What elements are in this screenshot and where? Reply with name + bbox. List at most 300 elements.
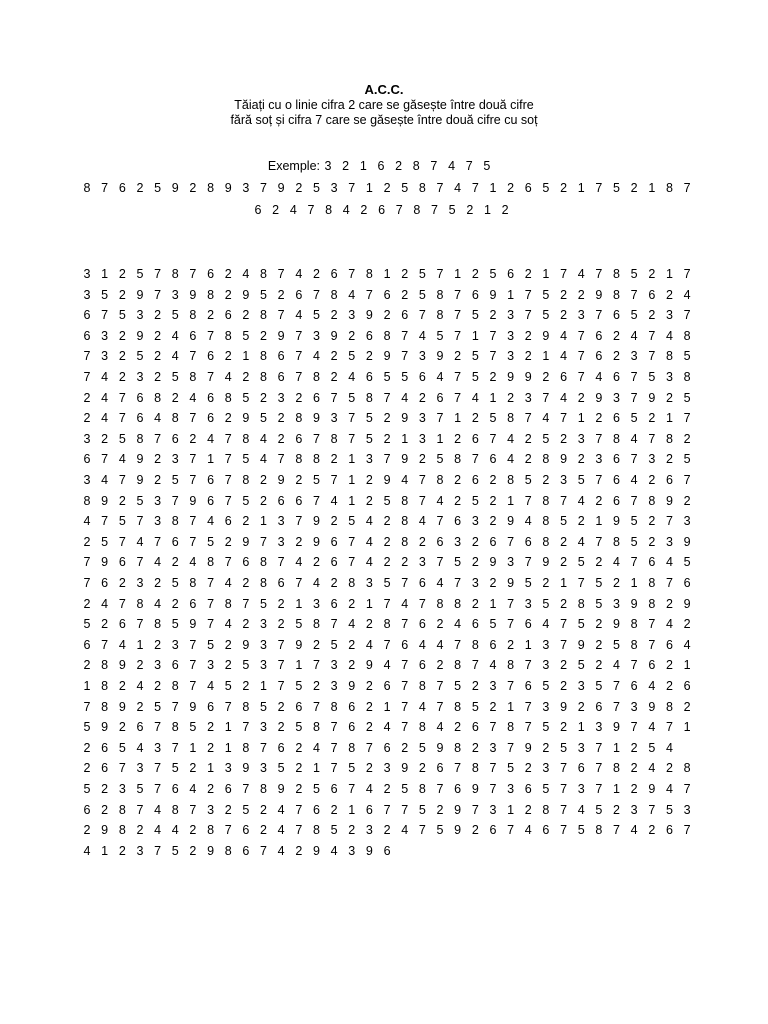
digit[interactable]: 6 bbox=[330, 534, 338, 549]
digit[interactable]: 6 bbox=[648, 658, 656, 673]
digit[interactable]: 7 bbox=[560, 617, 568, 632]
digit[interactable]: 6 bbox=[365, 328, 373, 343]
digit[interactable]: 1 bbox=[348, 452, 356, 467]
digit[interactable]: 2 bbox=[683, 431, 691, 446]
digit[interactable]: 4 bbox=[365, 514, 373, 529]
digit[interactable]: 8 bbox=[436, 308, 444, 323]
digit[interactable]: 4 bbox=[189, 555, 197, 570]
digit[interactable]: 8 bbox=[648, 596, 656, 611]
digit[interactable]: 4 bbox=[289, 203, 297, 217]
digit[interactable]: 7 bbox=[577, 576, 585, 590]
digit[interactable]: 6 bbox=[207, 349, 215, 364]
digit[interactable]: 7 bbox=[189, 267, 197, 281]
digit[interactable]: 2 bbox=[401, 740, 409, 755]
digit[interactable]: 3 bbox=[277, 534, 285, 549]
digit[interactable]: 6 bbox=[171, 658, 179, 673]
digit[interactable]: 7 bbox=[560, 782, 568, 796]
digit[interactable]: 2 bbox=[365, 349, 373, 364]
digit[interactable]: 2 bbox=[471, 555, 479, 570]
digit[interactable]: 4 bbox=[118, 452, 126, 467]
digit[interactable]: 2 bbox=[648, 267, 656, 281]
digit[interactable]: 4 bbox=[448, 159, 456, 173]
digit[interactable]: 2 bbox=[613, 576, 620, 590]
digit[interactable]: 9 bbox=[507, 514, 515, 529]
digit[interactable]: 9 bbox=[136, 452, 144, 467]
digit[interactable]: 5 bbox=[577, 658, 585, 673]
digit[interactable]: 4 bbox=[348, 370, 356, 384]
digit[interactable]: 4 bbox=[342, 203, 350, 217]
digit[interactable]: 8 bbox=[436, 473, 444, 487]
digit[interactable]: 2 bbox=[189, 761, 197, 776]
digit[interactable]: 9 bbox=[595, 287, 603, 302]
digit[interactable]: 3 bbox=[330, 411, 338, 426]
digit[interactable]: 1 bbox=[365, 596, 373, 611]
digit[interactable]: 2 bbox=[171, 596, 179, 611]
digit[interactable]: 4 bbox=[471, 390, 479, 405]
digit[interactable]: 9 bbox=[189, 493, 197, 508]
digit[interactable]: 2 bbox=[383, 823, 391, 838]
digit[interactable]: 1 bbox=[507, 493, 515, 508]
digit[interactable]: 8 bbox=[683, 761, 691, 776]
digit[interactable]: 5 bbox=[471, 349, 479, 364]
digit[interactable]: 7 bbox=[224, 452, 232, 467]
digit[interactable]: 8 bbox=[224, 328, 232, 343]
digit[interactable]: 8 bbox=[471, 761, 479, 776]
digit[interactable]: 1 bbox=[665, 267, 673, 281]
digit[interactable]: 4 bbox=[101, 390, 109, 405]
digit[interactable]: 3 bbox=[171, 452, 179, 467]
digit[interactable]: 3 bbox=[454, 534, 462, 549]
digit[interactable]: 7 bbox=[683, 308, 691, 323]
digit[interactable]: 7 bbox=[189, 534, 197, 549]
digit[interactable]: 9 bbox=[277, 181, 285, 195]
digit[interactable]: 9 bbox=[171, 181, 179, 195]
digit[interactable]: 7 bbox=[489, 431, 497, 446]
digit[interactable]: 5 bbox=[683, 555, 691, 570]
digit[interactable]: 5 bbox=[83, 617, 91, 632]
digit[interactable]: 2 bbox=[207, 720, 215, 735]
digit[interactable]: 8 bbox=[312, 617, 320, 632]
digit[interactable]: 7 bbox=[613, 823, 620, 838]
digit[interactable]: 3 bbox=[507, 308, 515, 323]
digit[interactable]: 2 bbox=[383, 514, 391, 529]
digit[interactable]: 7 bbox=[418, 308, 426, 323]
digit[interactable]: 3 bbox=[154, 658, 162, 673]
digit[interactable]: 5 bbox=[136, 782, 144, 796]
digit[interactable]: 8 bbox=[630, 617, 638, 632]
digit[interactable]: 7 bbox=[542, 390, 550, 405]
digit[interactable]: 2 bbox=[118, 493, 126, 508]
digit[interactable]: 2 bbox=[613, 802, 620, 817]
digit[interactable]: 5 bbox=[454, 679, 462, 693]
digit[interactable]: 6 bbox=[118, 617, 126, 632]
digit[interactable]: 2 bbox=[560, 431, 568, 446]
digit[interactable]: 4 bbox=[242, 267, 250, 281]
digit[interactable]: 2 bbox=[365, 473, 373, 487]
digit[interactable]: 5 bbox=[83, 782, 91, 796]
digit[interactable]: 5 bbox=[613, 181, 620, 195]
digit[interactable]: 7 bbox=[154, 720, 162, 735]
digit[interactable]: 6 bbox=[613, 370, 620, 384]
digit[interactable]: 5 bbox=[295, 679, 303, 693]
digit[interactable]: 2 bbox=[595, 658, 603, 673]
digit[interactable]: 7 bbox=[277, 267, 285, 281]
digit[interactable]: 2 bbox=[242, 679, 250, 693]
digit[interactable]: 6 bbox=[471, 617, 479, 632]
digit[interactable]: 7 bbox=[118, 390, 126, 405]
digit[interactable]: 8 bbox=[154, 390, 162, 405]
digit[interactable]: 2 bbox=[277, 720, 285, 735]
digit[interactable]: 5 bbox=[242, 802, 250, 817]
digit[interactable]: 6 bbox=[295, 493, 303, 508]
digit[interactable]: 7 bbox=[365, 287, 373, 302]
digit[interactable]: 1 bbox=[577, 720, 585, 735]
digit[interactable]: 7 bbox=[524, 555, 532, 570]
digit[interactable]: 2 bbox=[466, 203, 474, 217]
digit[interactable]: 7 bbox=[260, 534, 267, 549]
digit[interactable]: 7 bbox=[154, 843, 162, 858]
digit[interactable]: 5 bbox=[542, 720, 550, 735]
digit[interactable]: 2 bbox=[613, 328, 620, 343]
digit[interactable]: 6 bbox=[83, 308, 91, 323]
digit[interactable]: 7 bbox=[595, 267, 603, 281]
digit[interactable]: 5 bbox=[242, 452, 250, 467]
digit[interactable]: 9 bbox=[524, 740, 532, 755]
digit[interactable]: 3 bbox=[577, 679, 585, 693]
digit[interactable]: 1 bbox=[648, 181, 656, 195]
digit[interactable]: 2 bbox=[683, 493, 691, 508]
digit[interactable]: 4 bbox=[595, 370, 603, 384]
digit[interactable]: 6 bbox=[418, 576, 426, 590]
digit[interactable]: 2 bbox=[348, 658, 356, 673]
digit[interactable]: 8 bbox=[312, 370, 320, 384]
digit[interactable]: 2 bbox=[401, 287, 409, 302]
digit[interactable]: 6 bbox=[118, 181, 126, 195]
digit[interactable]: 7 bbox=[207, 370, 215, 384]
digit[interactable]: 7 bbox=[277, 658, 285, 673]
digit[interactable]: 7 bbox=[507, 534, 515, 549]
digit[interactable]: 8 bbox=[312, 823, 320, 838]
digit[interactable]: 7 bbox=[224, 431, 232, 446]
digit[interactable]: 4 bbox=[524, 823, 532, 838]
digit[interactable]: 7 bbox=[560, 761, 568, 776]
digit[interactable]: 4 bbox=[101, 411, 109, 426]
digit[interactable]: 5 bbox=[171, 617, 179, 632]
digit[interactable]: 7 bbox=[401, 679, 409, 693]
digit[interactable]: 3 bbox=[683, 802, 691, 817]
digit[interactable]: 7 bbox=[348, 181, 356, 195]
digit[interactable]: 9 bbox=[613, 617, 620, 632]
digit[interactable]: 6 bbox=[560, 370, 568, 384]
digit[interactable]: 4 bbox=[260, 452, 267, 467]
digit[interactable]: 4 bbox=[365, 555, 373, 570]
digit[interactable]: 4 bbox=[630, 328, 638, 343]
digit[interactable]: 2 bbox=[665, 287, 673, 302]
digit[interactable]: 8 bbox=[542, 452, 550, 467]
digit[interactable]: 9 bbox=[242, 411, 250, 426]
digit[interactable]: 8 bbox=[83, 493, 91, 508]
digit[interactable]: 6 bbox=[101, 761, 109, 776]
digit[interactable]: 2 bbox=[665, 679, 673, 693]
digit[interactable]: 2 bbox=[595, 411, 603, 426]
digit[interactable]: 2 bbox=[154, 679, 162, 693]
digit[interactable]: 4 bbox=[665, 782, 673, 796]
digit[interactable]: 2 bbox=[207, 740, 215, 755]
digit[interactable]: 2 bbox=[277, 411, 285, 426]
digit[interactable]: 6 bbox=[207, 267, 215, 281]
digit[interactable]: 2 bbox=[501, 203, 509, 217]
digit[interactable]: 2 bbox=[365, 617, 373, 632]
digit[interactable]: 8 bbox=[595, 823, 603, 838]
digit[interactable]: 4 bbox=[577, 802, 585, 817]
digit[interactable]: 2 bbox=[383, 411, 391, 426]
digit[interactable]: 2 bbox=[260, 493, 267, 508]
digit[interactable]: 2 bbox=[224, 658, 232, 673]
digit[interactable]: 6 bbox=[330, 267, 338, 281]
digit[interactable]: 2 bbox=[171, 390, 179, 405]
digit[interactable]: 6 bbox=[207, 699, 215, 714]
digit[interactable]: 3 bbox=[83, 431, 91, 446]
digit[interactable]: 2 bbox=[577, 452, 585, 467]
digit[interactable]: 3 bbox=[171, 637, 179, 652]
digit[interactable]: 9 bbox=[330, 328, 338, 343]
digit[interactable]: 2 bbox=[277, 431, 285, 446]
digit[interactable]: 9 bbox=[242, 534, 250, 549]
digit[interactable]: 6 bbox=[171, 431, 179, 446]
digit[interactable]: 2 bbox=[395, 159, 403, 173]
digit[interactable]: 7 bbox=[101, 514, 109, 529]
digit[interactable]: 7 bbox=[648, 617, 656, 632]
digit[interactable]: 7 bbox=[189, 411, 197, 426]
digit[interactable]: 7 bbox=[136, 802, 144, 817]
digit[interactable]: 8 bbox=[101, 679, 109, 693]
digit[interactable]: 2 bbox=[524, 328, 532, 343]
digit[interactable]: 3 bbox=[665, 308, 673, 323]
digit[interactable]: 2 bbox=[242, 576, 250, 590]
digit[interactable]: 3 bbox=[577, 431, 585, 446]
digit[interactable]: 4 bbox=[224, 370, 232, 384]
digit[interactable]: 6 bbox=[454, 782, 462, 796]
digit[interactable]: 2 bbox=[83, 596, 91, 611]
digit[interactable]: 3 bbox=[665, 534, 673, 549]
digit[interactable]: 2 bbox=[489, 576, 497, 590]
digit[interactable]: 8 bbox=[242, 740, 250, 755]
digit[interactable]: 2 bbox=[154, 349, 162, 364]
digit[interactable]: 5 bbox=[260, 411, 267, 426]
digit[interactable]: 7 bbox=[330, 390, 338, 405]
digit[interactable]: 2 bbox=[436, 658, 444, 673]
digit[interactable]: 3 bbox=[83, 287, 91, 302]
digit[interactable]: 2 bbox=[101, 431, 109, 446]
digit[interactable]: 5 bbox=[348, 349, 356, 364]
digit[interactable]: 8 bbox=[224, 390, 232, 405]
digit[interactable]: 3 bbox=[171, 287, 179, 302]
digit[interactable]: 6 bbox=[436, 390, 444, 405]
digit[interactable]: 5 bbox=[630, 308, 638, 323]
digit[interactable]: 5 bbox=[312, 308, 320, 323]
digit[interactable]: 2 bbox=[648, 473, 656, 487]
digit[interactable]: 8 bbox=[413, 203, 421, 217]
digit[interactable]: 9 bbox=[595, 390, 603, 405]
digit[interactable]: 4 bbox=[507, 452, 515, 467]
digit[interactable]: 2 bbox=[277, 596, 285, 611]
digit[interactable]: 2 bbox=[207, 782, 215, 796]
digit[interactable]: 3 bbox=[224, 761, 232, 776]
digit[interactable]: 7 bbox=[330, 740, 338, 755]
digit[interactable]: 7 bbox=[401, 328, 409, 343]
digit[interactable]: 6 bbox=[683, 576, 691, 590]
digit[interactable]: 7 bbox=[401, 576, 409, 590]
digit[interactable]: 7 bbox=[348, 431, 356, 446]
digit[interactable]: 3 bbox=[471, 576, 479, 590]
digit[interactable]: 9 bbox=[489, 287, 497, 302]
digit[interactable]: 2 bbox=[295, 181, 303, 195]
digit[interactable]: 3 bbox=[154, 740, 162, 755]
digit[interactable]: 3 bbox=[365, 452, 373, 467]
digit[interactable]: 4 bbox=[383, 720, 391, 735]
digit[interactable]: 2 bbox=[630, 181, 638, 195]
digit[interactable]: 7 bbox=[101, 308, 109, 323]
digit[interactable]: 2 bbox=[418, 452, 426, 467]
digit[interactable]: 7 bbox=[507, 596, 515, 611]
digit[interactable]: 2 bbox=[648, 823, 656, 838]
digit[interactable]: 2 bbox=[189, 431, 197, 446]
digit[interactable]: 6 bbox=[83, 802, 91, 817]
digit[interactable]: 6 bbox=[665, 637, 673, 652]
digit[interactable]: 2 bbox=[683, 699, 691, 714]
digit[interactable]: 2 bbox=[171, 555, 179, 570]
digit[interactable]: 7 bbox=[648, 802, 656, 817]
digit[interactable]: 7 bbox=[430, 159, 438, 173]
digit[interactable]: 6 bbox=[613, 411, 620, 426]
digit[interactable]: 4 bbox=[348, 287, 356, 302]
digit[interactable]: 9 bbox=[312, 534, 320, 549]
digit[interactable]: 2 bbox=[418, 390, 426, 405]
digit[interactable]: 1 bbox=[489, 390, 497, 405]
digit[interactable]: 5 bbox=[648, 370, 656, 384]
digit[interactable]: 5 bbox=[418, 287, 426, 302]
digit[interactable]: 8 bbox=[665, 181, 673, 195]
digit[interactable]: 6 bbox=[277, 493, 285, 508]
digit[interactable]: 8 bbox=[665, 431, 673, 446]
digit[interactable]: 7 bbox=[307, 203, 315, 217]
digit[interactable]: 1 bbox=[383, 267, 391, 281]
digit[interactable]: 5 bbox=[542, 181, 550, 195]
digit[interactable]: 4 bbox=[365, 534, 373, 549]
digit[interactable]: 7 bbox=[118, 473, 126, 487]
digit[interactable]: 5 bbox=[577, 473, 585, 487]
digit[interactable]: 9 bbox=[101, 823, 109, 838]
digit[interactable]: 3 bbox=[542, 658, 550, 673]
digit[interactable]: 4 bbox=[171, 328, 179, 343]
digit[interactable]: 7 bbox=[101, 637, 109, 652]
digit[interactable]: 9 bbox=[312, 514, 320, 529]
digit[interactable]: 7 bbox=[418, 596, 426, 611]
digit[interactable]: 7 bbox=[189, 473, 197, 487]
digit[interactable]: 1 bbox=[630, 576, 638, 590]
digit[interactable]: 2 bbox=[630, 740, 638, 755]
digit[interactable]: 3 bbox=[207, 658, 215, 673]
digit[interactable]: 9 bbox=[348, 679, 356, 693]
digit[interactable]: 5 bbox=[242, 390, 250, 405]
digit[interactable]: 7 bbox=[154, 534, 162, 549]
digit[interactable]: 5 bbox=[683, 390, 691, 405]
digit[interactable]: 2 bbox=[436, 617, 444, 632]
digit[interactable]: 5 bbox=[630, 267, 638, 281]
digit[interactable]: 8 bbox=[613, 534, 620, 549]
digit[interactable]: 4 bbox=[189, 390, 197, 405]
digit[interactable]: 9 bbox=[436, 740, 444, 755]
digit[interactable]: 2 bbox=[295, 843, 303, 858]
digit[interactable]: 6 bbox=[524, 534, 532, 549]
digit[interactable]: 3 bbox=[83, 267, 91, 281]
digit[interactable]: 9 bbox=[118, 658, 126, 673]
digit[interactable]: 1 bbox=[224, 740, 232, 755]
digit[interactable]: 6 bbox=[171, 534, 179, 549]
digit[interactable]: 6 bbox=[595, 699, 603, 714]
digit[interactable]: 8 bbox=[613, 761, 620, 776]
digit[interactable]: 8 bbox=[348, 740, 356, 755]
digit[interactable]: 5 bbox=[189, 720, 197, 735]
digit[interactable]: 9 bbox=[524, 370, 532, 384]
digit[interactable]: 7 bbox=[471, 802, 479, 817]
digit[interactable]: 8 bbox=[507, 720, 515, 735]
digit[interactable]: 1 bbox=[436, 431, 444, 446]
digit[interactable]: 5 bbox=[101, 534, 109, 549]
digit[interactable]: 8 bbox=[577, 596, 585, 611]
digit[interactable]: 3 bbox=[348, 843, 356, 858]
digit[interactable]: 8 bbox=[665, 699, 673, 714]
digit[interactable]: 7 bbox=[101, 452, 109, 467]
digit[interactable]: 4 bbox=[330, 843, 338, 858]
digit[interactable]: 5 bbox=[448, 203, 456, 217]
digit[interactable]: 6 bbox=[295, 287, 303, 302]
digit[interactable]: 2 bbox=[118, 370, 126, 384]
digit[interactable]: 4 bbox=[365, 782, 373, 796]
digit[interactable]: 7 bbox=[83, 370, 91, 384]
digit[interactable]: 5 bbox=[436, 452, 444, 467]
digit[interactable]: 7 bbox=[683, 181, 691, 195]
digit[interactable]: 9 bbox=[224, 181, 232, 195]
digit[interactable]: 7 bbox=[436, 181, 444, 195]
digit[interactable]: 3 bbox=[383, 761, 391, 776]
digit[interactable]: 6 bbox=[224, 782, 232, 796]
digit[interactable]: 2 bbox=[471, 411, 479, 426]
digit[interactable]: 7 bbox=[454, 390, 462, 405]
digit[interactable]: 7 bbox=[295, 802, 303, 817]
digit[interactable]: 2 bbox=[436, 802, 444, 817]
digit[interactable]: 1 bbox=[101, 843, 109, 858]
digit[interactable]: 7 bbox=[136, 617, 144, 632]
digit[interactable]: 3 bbox=[577, 308, 585, 323]
digit[interactable]: 2 bbox=[348, 823, 356, 838]
digit[interactable]: 7 bbox=[560, 267, 568, 281]
digit[interactable]: 7 bbox=[260, 740, 267, 755]
digit[interactable]: 5 bbox=[312, 782, 320, 796]
digit[interactable]: 5 bbox=[330, 637, 338, 652]
digit[interactable]: 4 bbox=[224, 576, 232, 590]
digit[interactable]: 9 bbox=[383, 473, 391, 487]
digit[interactable]: 7 bbox=[312, 431, 320, 446]
digit[interactable]: 2 bbox=[330, 576, 338, 590]
digit[interactable]: 2 bbox=[560, 720, 568, 735]
digit[interactable]: 6 bbox=[136, 411, 144, 426]
digit[interactable]: 7 bbox=[454, 370, 462, 384]
digit[interactable]: 3 bbox=[418, 431, 426, 446]
digit[interactable]: 3 bbox=[630, 802, 638, 817]
digit[interactable]: 6 bbox=[401, 637, 409, 652]
digit[interactable]: 2 bbox=[595, 493, 603, 508]
